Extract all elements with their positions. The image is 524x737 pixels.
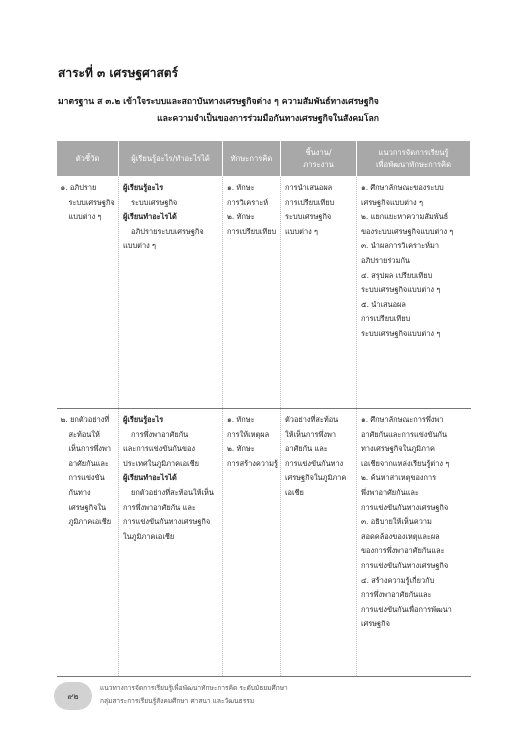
learn-line: ประเทศในภูมิภาคเอเชีย (123, 458, 199, 468)
skill-line: การเปรียบเทียบ (227, 226, 277, 236)
indicator-line: ๑. อภิปราย (60, 183, 97, 192)
approach-line: ๑. ศึกษาลักษณะการพึ่งพา (361, 415, 444, 424)
approach-line: ๑. ศึกษาลักษณะของระบบ (361, 183, 444, 192)
learner-cell (119, 409, 223, 677)
approach-line: ทางเศรษฐกิจในภูมิภาค (361, 444, 435, 454)
header-learner: ผู้เรียนรู้อะไร/ทำอะไรได้ (119, 141, 223, 177)
approach-line: ของระบบเศรษฐกิจแบบต่าง ๆ (361, 226, 454, 236)
work-line: ระบบเศรษฐกิจ (285, 212, 332, 222)
work-line: ตัวอย่างที่สะท้อน (285, 415, 339, 424)
approach-line: ๒. แยกแยะหาความสัมพันธ์ (361, 212, 449, 222)
approach-line: ๓. อธิบายให้เห็นความ (361, 517, 432, 527)
approach-line: สอดคล้องของเหตุและผล (361, 531, 440, 541)
work-line: ให้เห็นการพึ่งพา (285, 429, 337, 439)
approach-line: อภิปรายร่วมกัน (361, 255, 410, 265)
do-line: ยกตัวอย่างที่สะท้อนให้เห็น (131, 487, 214, 497)
work-line: แบบต่าง ๆ (285, 226, 319, 236)
skill-line: การให้เหตุผล (227, 429, 270, 439)
standard-line-1: มาตรฐาน ส ๓.๒ เข้าใจระบบและสถาบันทางเศรษฐกิจต่าง ๆ ความสัมพันธ์ทางเศรษฐกิจ (58, 97, 379, 107)
approach-line: เศรษฐกิจแบบต่าง ๆ (361, 197, 423, 207)
do-line: อภิปรายระบบเศรษฐกิจ (131, 226, 204, 236)
approach-line: เศรษฐกิจ (361, 619, 390, 629)
header-approach-line-2: เพื่อพัฒนาทักษะการคิด (375, 159, 452, 169)
do-line: การแข่งขันกันทางเศรษฐกิจ (123, 517, 211, 527)
table-header-row (57, 141, 471, 177)
indicator-cell (57, 177, 119, 409)
work-line: การเปรียบเทียบ (285, 197, 335, 207)
header-work-line-1: ชิ้นงาน/ (305, 147, 332, 157)
work-cell (281, 409, 357, 677)
learner-cell (119, 177, 223, 409)
learn-heading: ผู้เรียนรู้อะไร (123, 183, 164, 192)
indicator-line: สะท้อนให้ (68, 429, 100, 439)
standard-statement (58, 94, 478, 128)
header-approach (357, 141, 471, 177)
work-cell (281, 177, 357, 409)
learn-line: ระบบเศรษฐกิจ (131, 197, 178, 207)
indicator-line: อาศัยกันและ (68, 458, 109, 468)
approach-cell (357, 177, 471, 409)
skill-line: การวิเคราะห์ (227, 197, 269, 207)
approach-line: ๒. ค้นหาสาเหตุของการ (361, 473, 437, 483)
indicator-line: ระบบเศรษฐกิจ (68, 197, 115, 207)
skill-line: ๑. ทักษะ (227, 415, 255, 424)
approach-line: เอเชียจากแหล่งเรียนรู้ต่าง ๆ (361, 458, 450, 468)
page-number-badge: ๙๒ (54, 682, 92, 710)
approach-line: ๔. สรุปผล เปรียบเทียบ (361, 270, 433, 280)
header-work-line-2: ภาระงาน (303, 159, 334, 169)
work-line: การนำเสนอผล (285, 183, 333, 192)
approach-line: การพึ่งพาอาศัยกันและ (361, 590, 432, 600)
do-line: การพึ่งพาอาศัยกัน และ (123, 502, 196, 512)
learn-line: และการแข่งขันกันของ (123, 444, 196, 454)
footer-line-1: แนวทางการจัดการเรียนรู้เพื่อพัฒนาทักษะการคิด ระดับมัธยมศึกษา (100, 684, 288, 692)
work-line: อาศัยกัน และ (285, 444, 328, 454)
strand-title: สาระที่ ๓ เศรษฐศาสตร์ (58, 66, 179, 80)
learn-heading: ผู้เรียนรู้อะไร (123, 415, 164, 424)
skill-line: ๒. ทักษะ (227, 212, 255, 222)
header-work (281, 141, 357, 177)
approach-line: พึ่งพาอาศัยกันและ (361, 487, 419, 497)
approach-cell (357, 409, 471, 677)
do-heading: ผู้เรียนทำอะไรได้ (123, 473, 177, 483)
approach-line: ๔. สร้างความรู้เกี่ยวกับ (361, 575, 435, 585)
table-row (57, 177, 471, 409)
approach-line: การเปรียบเทียบ (361, 314, 411, 324)
skills-cell (223, 177, 281, 409)
skill-line: ๑. ทักษะ (227, 183, 255, 192)
indicator-cell (57, 409, 119, 677)
approach-line: ของการพึ่งพาอาศัยกันและ (361, 546, 445, 556)
footer-line-2: กลุ่มสาระการเรียนรู้สังคมศึกษา ศาสนา และวัฒนธรรม (100, 697, 255, 705)
skills-cell (223, 409, 281, 677)
indicator-line: เศรษฐกิจใน (68, 502, 107, 512)
approach-line: ๓. นำผลการวิเคราะห์มา (361, 241, 440, 251)
do-line: แบบต่าง ๆ (123, 241, 157, 251)
header-skills: ทักษะการคิด (223, 141, 281, 177)
indicator-line: ภูมิภาคเอเชีย (68, 517, 112, 527)
approach-line: การแข่งขันกันทางเศรษฐกิจ (361, 560, 449, 570)
work-line: เอเชีย (285, 487, 304, 497)
approach-line: ๕. นำเสนอผล (361, 299, 406, 309)
approach-line: ระบบเศรษฐกิจแบบต่าง ๆ (361, 328, 441, 338)
indicator-line: แบบต่าง ๆ (68, 212, 102, 222)
approach-line: ระบบเศรษฐกิจแบบต่าง ๆ (361, 285, 441, 295)
approach-line: การแข่งขันกันเพื่อการพัฒนา (361, 604, 452, 614)
work-line: การแข่งขันกันทาง (285, 458, 344, 468)
header-approach-line-1: แนวการจัดการเรียนรู้ (378, 147, 449, 157)
standard-line-2: และความจำเป็นของการร่วมมือกันทางเศรษฐกิจในสังคมโลก (157, 114, 379, 124)
header-indicator: ตัวชี้วัด (57, 141, 119, 177)
indicator-line: กันทาง (68, 487, 91, 497)
skill-line: การสร้างความรู้ (227, 458, 278, 468)
learn-line: การพึ่งพาอาศัยกัน (131, 429, 189, 439)
do-line: ในภูมิภาคเอเชีย (123, 531, 175, 541)
indicator-table (56, 140, 471, 677)
approach-line: การแข่งขันกันทางเศรษฐกิจ (361, 502, 449, 512)
skill-line: ๒. ทักษะ (227, 444, 255, 454)
work-line: เศรษฐกิจในภูมิภาค (285, 473, 347, 483)
indicator-line: เห็นการพึ่งพา (68, 444, 112, 454)
indicator-line: การแข่งขัน (68, 473, 105, 483)
indicator-line: ๒. ยกตัวอย่างที่ (60, 415, 110, 424)
do-heading: ผู้เรียนทำอะไรได้ (123, 212, 177, 222)
table-row (57, 409, 471, 677)
approach-line: อาศัยกันและการแข่งขันกัน (361, 429, 448, 439)
footer-text (100, 682, 288, 708)
